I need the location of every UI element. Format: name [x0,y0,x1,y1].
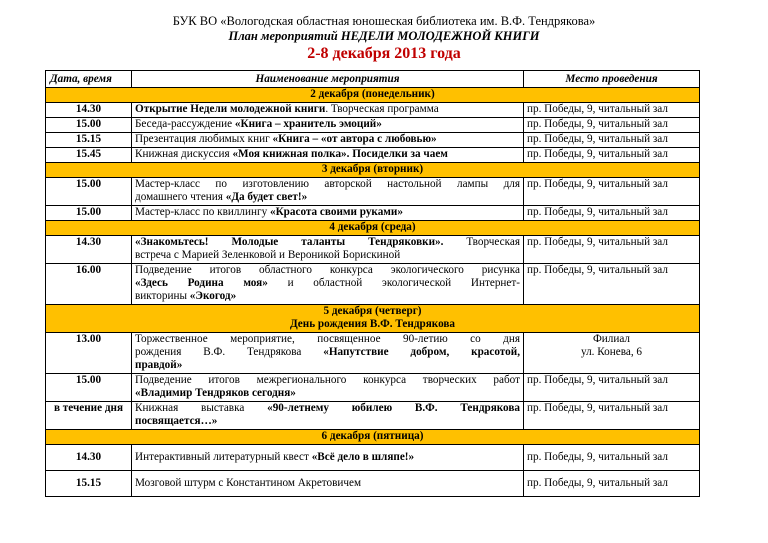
event-name: Мозговой штурм с Константином Акретовичем [132,471,524,497]
header-organization: БУК ВО «Вологодская областная юношеская библиотека им. В.Ф. Тендрякова» [172,14,596,28]
event-name: Торжественное мероприятие, посвященное 90-летию со дня рождения В.Ф. Тендрякова «Напутствие добром, красотой, правдой» [132,333,524,374]
table-row [46,118,700,133]
event-name: Книжная дискуссия «Моя книжная полка». Посиделки за чаем [132,148,524,163]
event-name: Презентация любимых книг «Книга – «от автора с любовью» [132,133,524,148]
event-place: пр. Победы, 9, читальный зал [524,471,700,497]
event-time: 15.15 [46,133,132,148]
table-row [46,103,700,118]
event-time: 15.00 [46,118,132,133]
event-place: пр. Победы, 9, читальный зал [524,402,700,430]
day-label: 4 декабря (среда) [46,221,700,236]
day-row [46,88,700,103]
table-row [46,402,700,430]
event-place: пр. Победы, 9, читальный зал [524,236,700,264]
event-place: пр. Победы, 9, читальный зал [524,148,700,163]
table-row [46,236,700,264]
event-time: 15.15 [46,471,132,497]
day-label: 5 декабря (четверг) День рождения В.Ф. Тендрякова [46,305,700,333]
day-row [46,163,700,178]
day-label: 6 декабря (пятница) [46,430,700,445]
day-row [46,221,700,236]
table-row [46,206,700,221]
event-place: пр. Победы, 9, читальный зал [524,178,700,206]
event-name: Беседа-рассуждение «Книга – хранитель эмоций» [132,118,524,133]
event-name: Мастер-класс по изготовлению авторской настольной лампы для домашнего чтения «Да будет свет!» [132,178,524,206]
event-time: 15.00 [46,374,132,402]
header-dates: 2-8 декабря 2013 года [307,45,461,62]
event-name: Интерактивный литературный квест «Всё дело в шляпе!» [132,445,524,471]
event-time: в течение дня [46,402,132,430]
day-label: 3 декабря (вторник) [46,163,700,178]
day-row [46,305,700,333]
column-header-name: Наименование мероприятия [132,71,524,88]
event-time: 15.00 [46,178,132,206]
event-time: 14.30 [46,236,132,264]
event-name: Книжная выставка «90-летнему юбилею В.Ф. Тендрякова посвящается…» [132,402,524,430]
event-place: пр. Победы, 9, читальный зал [524,206,700,221]
table-row [46,374,700,402]
column-header-place: Место проведения [524,71,700,88]
event-place: Филиал ул. Конева, 6 [524,333,700,374]
table-row [46,445,700,471]
event-place: пр. Победы, 9, читальный зал [524,103,700,118]
event-name: Открытие Недели молодежной книги. Творческая программа [132,103,524,118]
table-row [46,133,700,148]
event-name: Мастер-класс по квиллингу «Красота своими руками» [132,206,524,221]
table-row [46,264,700,305]
table-row [46,178,700,206]
event-name: Подведение итогов межрегионального конкурса творческих работ «Владимир Тендряков сегодня» [132,374,524,402]
event-time: 14.30 [46,103,132,118]
table-row [46,148,700,163]
event-place: пр. Победы, 9, читальный зал [524,374,700,402]
event-time: 15.45 [46,148,132,163]
day-row [46,430,700,445]
table-header-row [46,71,700,88]
events-table [45,70,700,497]
event-place: пр. Победы, 9, читальный зал [524,118,700,133]
event-time: 14.30 [46,445,132,471]
day-label: 2 декабря (понедельник) [46,88,700,103]
event-place: пр. Победы, 9, читальный зал [524,445,700,471]
event-time: 16.00 [46,264,132,305]
event-time: 13.00 [46,333,132,374]
event-name: Подведение итогов областного конкурса экологического рисунка «Здесь Родина моя» и областной экологической Интернет- викторины «Экогод» [132,264,524,305]
column-header-time: Дата, время [46,71,132,88]
event-place: пр. Победы, 9, читальный зал [524,133,700,148]
event-time: 15.00 [46,206,132,221]
header-plan-title: План мероприятий НЕДЕЛИ МОЛОДЕЖНОЙ КНИГИ [228,29,540,43]
event-place: пр. Победы, 9, читальный зал [524,264,700,305]
event-name: «Знакомьтесь! Молодые таланты Тендряковки». Творческая встреча с Марией Зеленковой и Вероникой Борискиной [132,236,524,264]
table-row [46,471,700,497]
table-row [46,333,700,374]
